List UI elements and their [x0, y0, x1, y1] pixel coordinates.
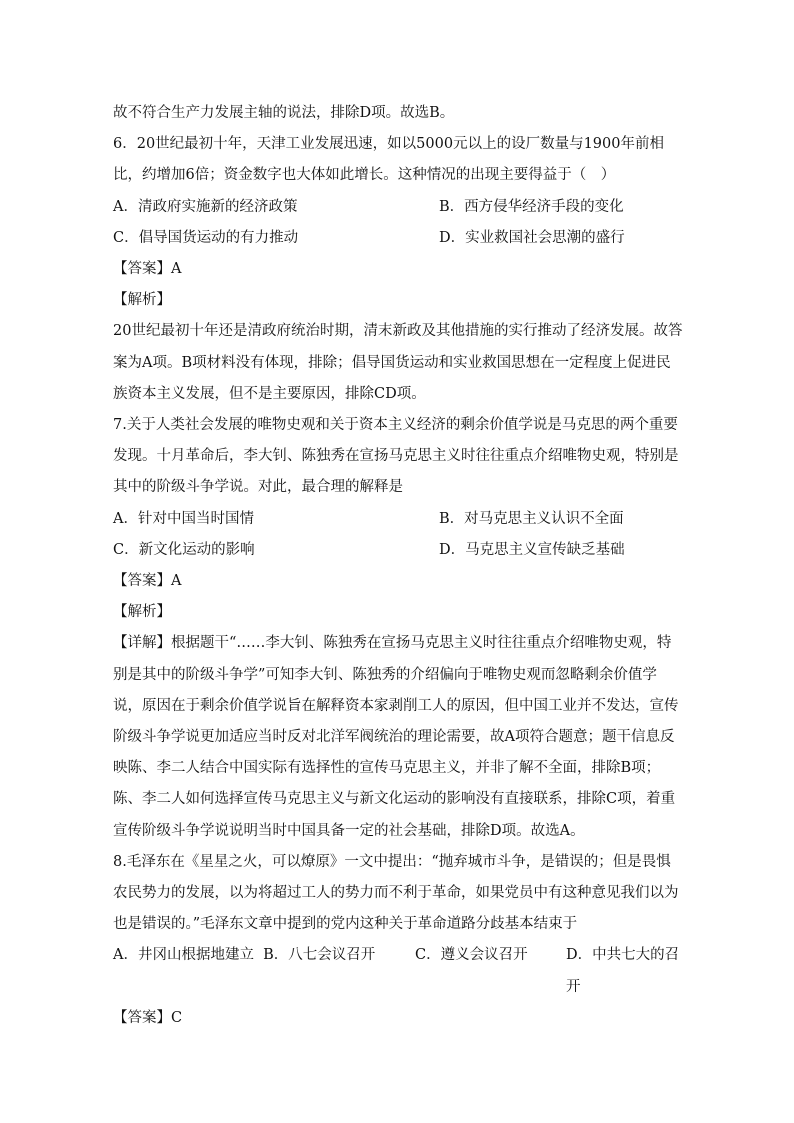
question-6-answer: 【答案】A: [113, 261, 182, 278]
question-6-options-row-1: [113, 192, 685, 223]
question-6-option-d: D．实业救国社会思潮的盛行: [439, 229, 625, 246]
question-7-analysis: 【详解】根据题干“……李大钊、陈独秀在宣扬马克思主义时往往重点介绍唯物史观，特别是其中的阶级斗争学”可知李大钊、陈独秀的介绍偏向于唯物史观而忽略剩余价值学说，原因在于剩余价值学说旨在解释资本家剥削工人的原因，但中国工业并不发达，宣传阶级斗争学说更加适应当时反对北洋军阀统治的理论需要，故A项符合题意；题干信息反映陈、李二人结合中国实际有选择性的宣传马克思主义，并非了解不全面，排除B项；陈、李二人如何选择宣传马克思主义与新文化运动的影响没有直接联系，排除C项，着重宣传阶级斗争学说说明当时中国具备一定的社会基础，排除D项。故选A。: [113, 635, 679, 839]
question-8-answer: 【答案】C: [113, 1009, 183, 1026]
previous-analysis-conclusion: 故不符合生产力发展主轴的说法，排除D项。故选B。: [113, 105, 455, 121]
question-8-option-a: A．井冈山根据地建立: [113, 947, 254, 964]
question-6-options-row-2: [113, 223, 685, 254]
question-6-option-c: C．倡导国货运动的有力推动: [113, 229, 299, 246]
question-7-stem: 7.关于人类社会发展的唯物史观和关于资本主义经济的剩余价值学说是马克思的两个重要发现。十月革命后，李大钊、陈独秀在宣扬马克思主义时往往重点介绍唯物史观，特别是其中的阶级斗争学说。对此，最合理的解释是: [113, 417, 679, 496]
question-8-option-c: C．遵义会议召开: [415, 947, 528, 964]
question-8-option-b: B．八七会议召开: [263, 947, 376, 964]
question-7-option-d: D．马克思主义宣传缺乏基础: [439, 541, 625, 558]
question-7-answer: 【答案】A: [113, 573, 182, 590]
question-6-analysis-tag: 【解析】: [113, 292, 171, 309]
question-6-option-b: B．西方侵华经济手段的变化: [439, 198, 624, 215]
question-7-options-row-1: [113, 504, 685, 535]
question-7-option-b: B．对马克思主义认识不全面: [439, 510, 624, 527]
document-content: [113, 98, 685, 1034]
question-8-option-d: D．中共七大的召开: [566, 947, 680, 995]
question-7-option-c: C．新文化运动的影响: [113, 541, 255, 558]
question-6-option-a: A．清政府实施新的经济政策: [113, 198, 298, 215]
question-7-option-a: A．针对中国当时国情: [113, 510, 254, 527]
question-8-stem: 8.毛泽东在《星星之火，可以燎原》一文中提出：“抛弃城市斗争，是错误的；但是畏惧农民势力的发展，以为将超过工人的势力而不利于革命，如果党员中有这种意见我们以为也是错误的。”毛泽东文章中提到的党内这种关于革命道路分歧基本结束于: [113, 853, 679, 933]
question-6-analysis: 20世纪最初十年还是清政府统治时期，清末新政及其他措施的实行推动了经济发展。故答案为A项。B项材料没有体现，排除；倡导国货运动和实业救国思想在一定程度上促进民族资本主义发展，但不是主要原因，排除CD项。: [113, 323, 683, 402]
question-7-analysis-tag: 【解析】: [113, 604, 171, 621]
question-8-options: [113, 940, 685, 1002]
question-6-stem: 6．20世纪最初十年，天津工业发展迅速，如以5000元以上的设厂数量与1900年前相比，约增加6倍；资金数字也大体如此增长。这种情况的出现主要得益于（ ）: [113, 136, 664, 184]
question-7-options-row-2: [113, 535, 685, 566]
